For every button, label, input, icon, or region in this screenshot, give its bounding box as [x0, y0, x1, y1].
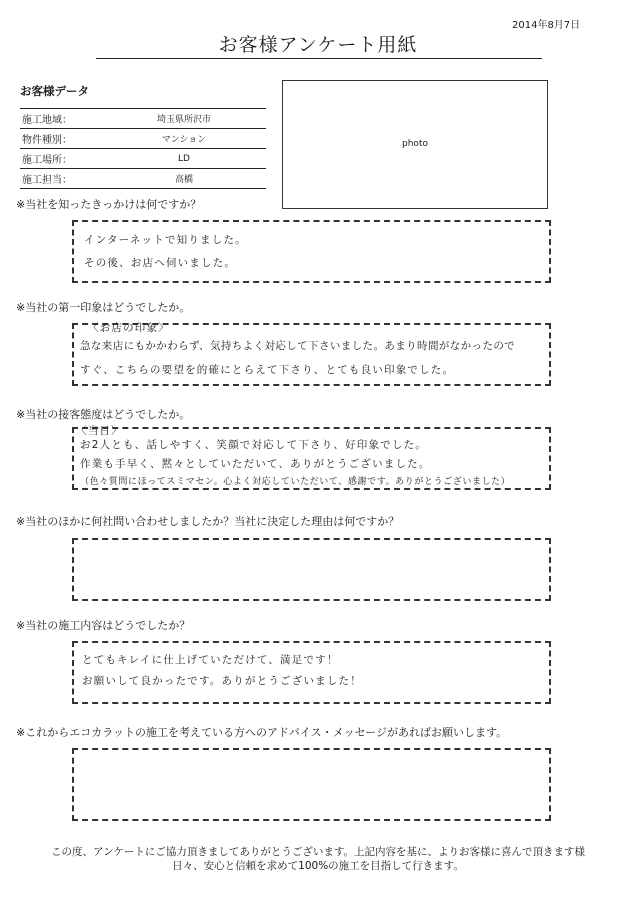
answer-line: 作業も手早く、黙々としていただいて、ありがとうございました。 [80, 458, 431, 470]
info-row-staff [20, 169, 266, 189]
answer-box-4 [72, 538, 551, 601]
question-6: ※これからエコカラットの施工を考えている方へのアドバイス・メッセージがあればお願いします。 [16, 726, 508, 739]
survey-date: 2014年8月7日 [512, 20, 581, 31]
photo-placeholder [282, 80, 548, 209]
answer-box-5 [72, 641, 551, 704]
answer-line: 急な来店にもかかわらず、気持ちよく対応して下さいました。あまり時間がなかったので [80, 340, 516, 352]
answer-line: お2人とも、話しやすく、笑顔で対応して下さり、好印象でした。 [80, 439, 427, 451]
answer-box-3 [72, 427, 551, 490]
customer-data-heading: お客様データ [20, 84, 89, 98]
info-value: マンション [161, 135, 207, 145]
photo-label: photo [402, 139, 428, 149]
answer-box-2 [72, 323, 551, 386]
question-5: ※当社の施工内容はどうでしたか？ [16, 619, 191, 632]
answer-line: とてもキレイに仕上げていただけて、満足です！ [82, 654, 339, 666]
question-2: ※当社の第一印象はどうでしたか。 [16, 301, 191, 314]
answer-line: 〈お店の印象〉 [88, 322, 170, 334]
info-label: 施工担当： [22, 175, 72, 186]
info-value: 埼玉県所沢市 [156, 115, 211, 125]
answer-line: インターネットで知りました。 [84, 234, 247, 246]
info-label: 施工場所： [22, 155, 72, 166]
question-3: ※当社の接客態度はどうでしたか。 [16, 408, 191, 421]
customer-info-table [20, 108, 266, 189]
footer-line-1: この度、アンケートにご協力頂きましてありがとうございます。上記内容を基に、よりお客様に喜んで頂きます様 [50, 846, 586, 858]
info-row-area [20, 109, 266, 129]
info-value: 高橋 [174, 175, 193, 185]
info-label: 施工地域： [22, 115, 72, 126]
info-row-location [20, 149, 266, 169]
info-label: 物件種別： [22, 135, 72, 146]
info-value: LD [178, 153, 190, 164]
question-4: ※当社のほかに何社問い合わせしましたか？当社に決定した理由は何ですか？ [16, 515, 400, 528]
answer-line: お願いして良かったです。ありがとうございました！ [82, 675, 362, 687]
answer-box-1 [72, 220, 551, 283]
footer-line-2: 日々、安心と信頼を求めて100%の施工を目指して行きます。 [172, 860, 464, 872]
page-title: お客様アンケート用紙 [218, 34, 418, 56]
answer-box-6 [72, 748, 551, 821]
title-underline [96, 58, 542, 59]
answer-line: 〈当日〉 [76, 425, 123, 437]
info-row-property-type [20, 129, 266, 149]
answer-line: すぐ、こちらの要望を的確にとらえて下さり、とても良い印象でした。 [80, 364, 455, 376]
question-1: ※当社を知ったきっかけは何ですか？ [16, 198, 202, 211]
answer-line: その後、お店へ伺いました。 [84, 257, 237, 269]
answer-line: （色々質問にほってスミマセン。心よく対応していただいて、感謝です。ありがとうございました） [80, 477, 511, 487]
